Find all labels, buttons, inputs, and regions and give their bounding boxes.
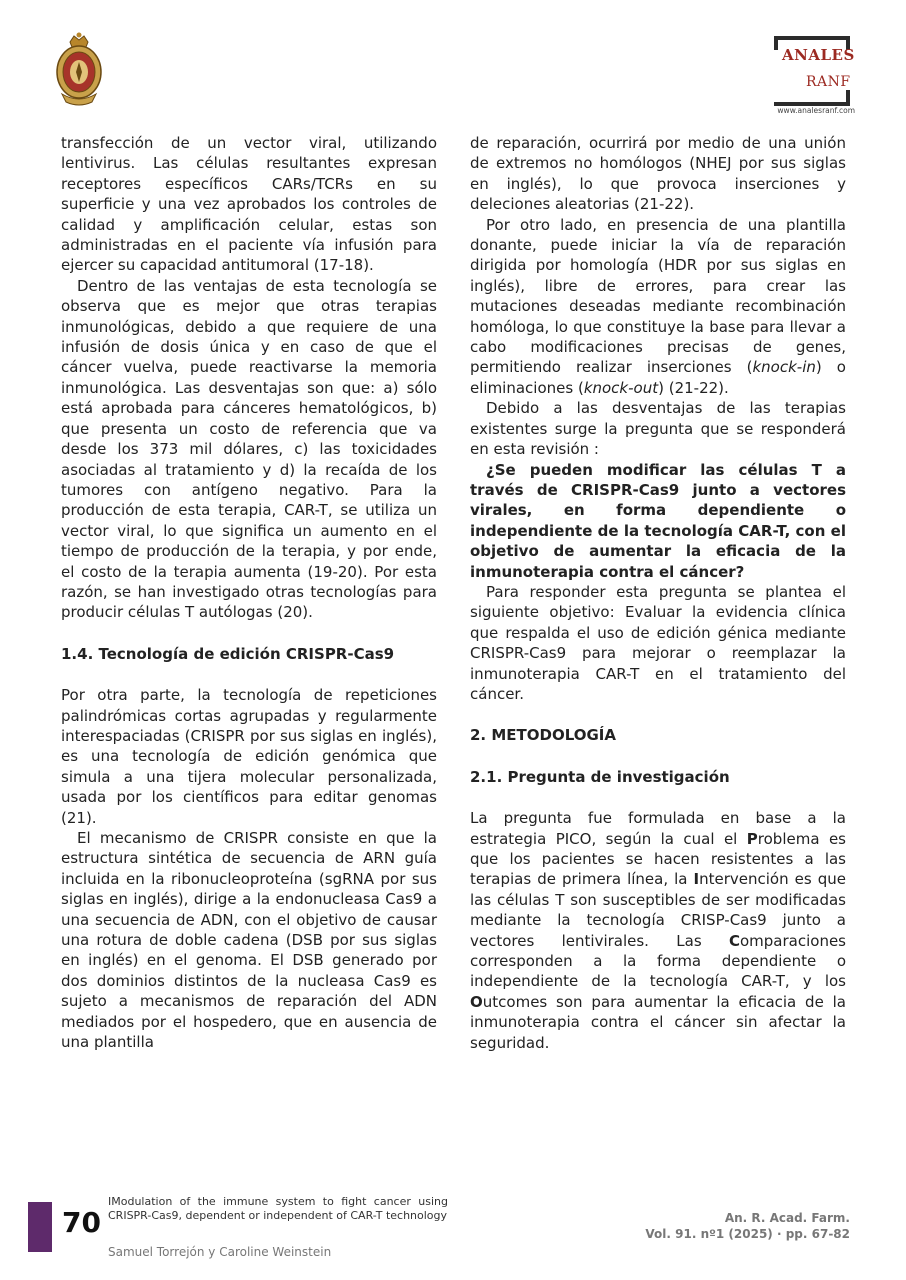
paragraph: Dentro de las ventajas de esta tecnología se observa que es mejor que otras terapias inmunológicas, debido a que requiere de una infusión de dosis única y en caso de que el cáncer vuelva, puede reactivarse la memoria inmunológica. Las desventajas son que: a) sólo está aprobada para cánceres hematológicos, b) que presenta un costo de referencia que va desde los 373 mil dólares, c) las toxicidades asociadas al tratamiento y d) la recaída de los tumores con antígeno negativo. Para la producción de esta terapia, CAR-T, se utiliza un vector viral, lo que significa un aumento en el tiempo de producción de la terapia, y por ende, el costo de la terapia aumenta (19-20). Por esta razón, se han investigado otras tecnologías para producir células T autólogas (20). xyxy=(61,276,437,622)
italic-term: knock-in xyxy=(752,358,816,377)
paragraph: Debido a las desventajas de las terapias existentes surge la pregunta que se responderá en esta revisión : xyxy=(470,399,846,459)
paragraph xyxy=(470,215,846,399)
right-column xyxy=(470,133,846,1053)
text-run: ) o eliminaciones ( xyxy=(470,358,846,397)
text-run: Por otro lado, en presencia de una plantilla donante, puede iniciar la vía de reparación dirigida por homología (HDR por sus siglas en inglés), libre de errores, para crear las mutaciones deseadas mediante recombinación homóloga, lo que constituye la base para llevar a cabo modificaciones precisas de genes, permitiendo realizar inserciones ( xyxy=(470,215,846,377)
paragraph: Por otra parte, la tecnología de repeticiones palindrómicas cortas agrupadas y regularmente interespaciadas (CRISPR por sus siglas en inglés), es una tecnología de edición genómica que simula a una tijera molecular personalizada, usada por los científicos para editar genomas (21). xyxy=(61,686,437,827)
page-number: 70 xyxy=(62,1206,101,1239)
pico-letter: O xyxy=(470,992,483,1011)
text-run: ntervención es que las células T son susceptibles de ser modificadas mediante la tecnología CRISP-Cas9 junto a vectores lentivirales. Las xyxy=(470,870,846,950)
section-heading: 1.4. Tecnología de edición CRISPR-Cas9 xyxy=(61,644,395,663)
academy-crest-logo xyxy=(52,32,106,110)
text-run: roblema es que los pacientes se hacen resistentes a las terapias de primera línea, la xyxy=(470,829,846,889)
paragraph xyxy=(470,808,846,1053)
text-run: La pregunta fue formulada en base a la estrategia PICO, según la cual el xyxy=(470,809,846,848)
subsection-heading: 2.1. Pregunta de investigación xyxy=(470,767,730,786)
text-run: ) (21-22). xyxy=(658,378,729,397)
footer-authors: Samuel Torrejón y Caroline Weinstein xyxy=(108,1245,332,1259)
journal-volume: Vol. 91. nº1 (2025) · pp. 67-82 xyxy=(645,1226,850,1241)
anales-ranf-logo xyxy=(760,36,855,120)
pico-letter: I xyxy=(693,870,700,889)
footer-journal-citation xyxy=(645,1211,850,1242)
paragraph: El mecanismo de CRISPR consiste en que la estructura sintética de secuencia de ARN guía incluida en la ribonucleoproteína (sgRNA por sus siglas en inglés), dirige a la endonucleasa Cas9 a una secuencia de ADN, con el objetivo de causar una rotura de doble cadena (DSB por sus siglas en inglés) en el genoma. El DSB generado por dos dominios distintos de la nucleasa Cas9 es sujeto a mecanismos de reparación del ADN mediados por el hospedero, que en ausencia de una plantilla xyxy=(61,829,437,1052)
footer-article-title: IModulation of the immune system to fight cancer using CRISPR-Cas9, dependent or independent of CAR-T technology xyxy=(108,1195,448,1222)
pico-letter: P xyxy=(746,829,758,848)
footer-accent-bar xyxy=(28,1202,52,1252)
paragraph: transfección de un vector viral, utilizando lentivirus. Las células resultantes expresan receptores específicos CARs/TCRs en su superficie y una vez aprobados los controles de calidad y amplificación celular, estas son administradas en el paciente vía infusión para ejercer su capacidad antitumoral (17-18). xyxy=(61,134,437,275)
journal-url[interactable]: www.analesranf.com xyxy=(777,106,855,115)
left-column xyxy=(61,133,437,1052)
section-heading: 2. METODOLOGÍA xyxy=(470,726,616,745)
logo-text-anales: ANALES xyxy=(782,46,855,64)
paragraph: Para responder esta pregunta se plantea el siguiente objetivo: Evaluar la evidencia clínica que respalda el uso de edición génica mediante CRISPR-Cas9 para mejorar o reemplazar la inmunoterapia CAR-T en el tratamiento del cáncer. xyxy=(470,582,846,703)
italic-term: knock-out xyxy=(583,378,659,397)
text-run: utcomes son para aumentar la eficacia de la inmunoterapia contra el cáncer sin afectar la seguridad. xyxy=(470,992,846,1052)
text-run: omparaciones corresponden a la forma dependiente o independiente de la tecnología CAR-T, y los xyxy=(470,931,846,991)
pico-letter: C xyxy=(728,931,740,950)
logo-text-ranf: RANF xyxy=(806,74,851,90)
journal-name: An. R. Acad. Farm. xyxy=(724,1211,850,1225)
logo-bracket-bottom xyxy=(774,90,850,106)
paragraph: de reparación, ocurrirá por medio de una unión de extremos no homólogos (NHEJ por sus siglas en inglés), lo que provoca inserciones y deleciones aleatorias (21-22). xyxy=(470,134,846,214)
research-question: ¿Se pueden modificar las células T a través de CRISPR-Cas9 junto a vectores virales, en forma dependiente o independiente de la tecnología CAR-T, con el objetivo de aumentar la eficacia de la inmunoterapia contra el cáncer? xyxy=(470,460,846,581)
